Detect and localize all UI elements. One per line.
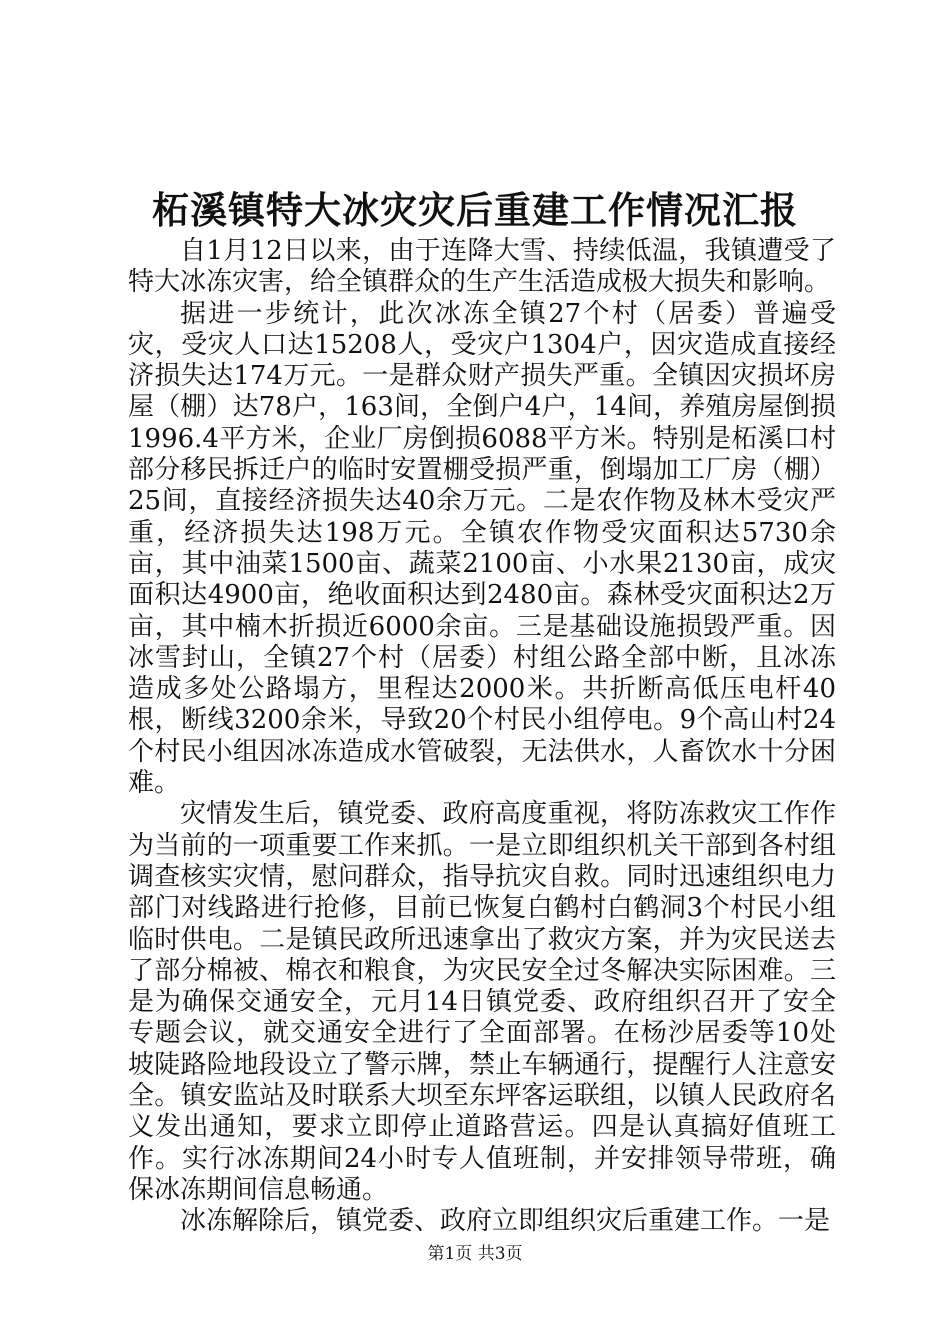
paragraph-statistics: 据进一步统计，此次冰冻全镇27个村（居委）普遍受灾，受灾人口达15208人，受灾户1304户，因灾造成直接经济损失达174万元。一是群众财产损失严重。全镇因灾损坏房屋（棚）达78户，163间，全倒户4户，14间，养殖房屋倒损1996.4平方米，企业厂房倒损6088平方米。特别是柘溪口村部分移民拆迁户的临时安置棚受损严重，倒塌加工厂房（棚）25间，直接经济损失达40余万元。二是农作物及林木受灾严重，经济损失达198万元。全镇农作物受灾面积达5730余亩，其中油菜1500亩、蔬菜2100亩、小水果2130亩，成灾面积达4900亩，绝收面积达到2480亩。森林受灾面积达2万亩，其中楠木折损近6000余亩。三是基础设施损毁严重。因冰雪封山，全镇27个村（居委）村组公路全部中断，且冰冻造成多处公路塌方，里程达2000米。共折断高低压电杆40根，断线3200余米，导致20个村民小组停电。9个高山村24个村民小组因冰冻造成水管破裂，无法供水，人畜饮水十分困难。 (128, 298, 836, 799)
paragraph-reconstruction: 冰冻解除后，镇党委、政府立即组织灾后重建工作。一是 (180, 1206, 831, 1237)
document-title: 柘溪镇特大冰灾灾后重建工作情况汇报 (152, 188, 798, 232)
page-footer: 第1页 共3页 (427, 1244, 523, 1264)
paragraph-intro: 自1月12日以来，由于连降大雪、持续低温，我镇遭受了特大冰冻灾害，给全镇群众的生产生活造成极大损失和影响。 (128, 236, 836, 298)
paragraph-response: 灾情发生后，镇党委、政府高度重视，将防冻救灾工作作为当前的一项重要工作来抓。一是立即组织机关干部到各村组调查核实灾情，慰问群众，指导抗灾自救。同时迅速组织电力部门对线路进行抢修，目前已恢复白鹤村白鹤洞3个村民小组临时供电。二是镇民政所迅速拿出了救灾方案，并为灾民送去了部分棉被、棉衣和粮食，为灾民安全过冬解决实际困难。三是为确保交通安全，元月14日镇党委、政府组织召开了安全专题会议，就交通安全进行了全面部署。在杨沙居委等10处坡陡路险地段设立了警示牌，禁止车辆通行，提醒行人注意安全。镇安监站及时联系大坝至东坪客运联组，以镇人民政府名义发出通知，要求立即停止道路营运。四是认真搞好值班工作。实行冰冻期间24小时专人值班制，并安排领导带班，确保冰冻期间信息畅通。 (128, 799, 836, 1205)
document-body (128, 236, 836, 1238)
